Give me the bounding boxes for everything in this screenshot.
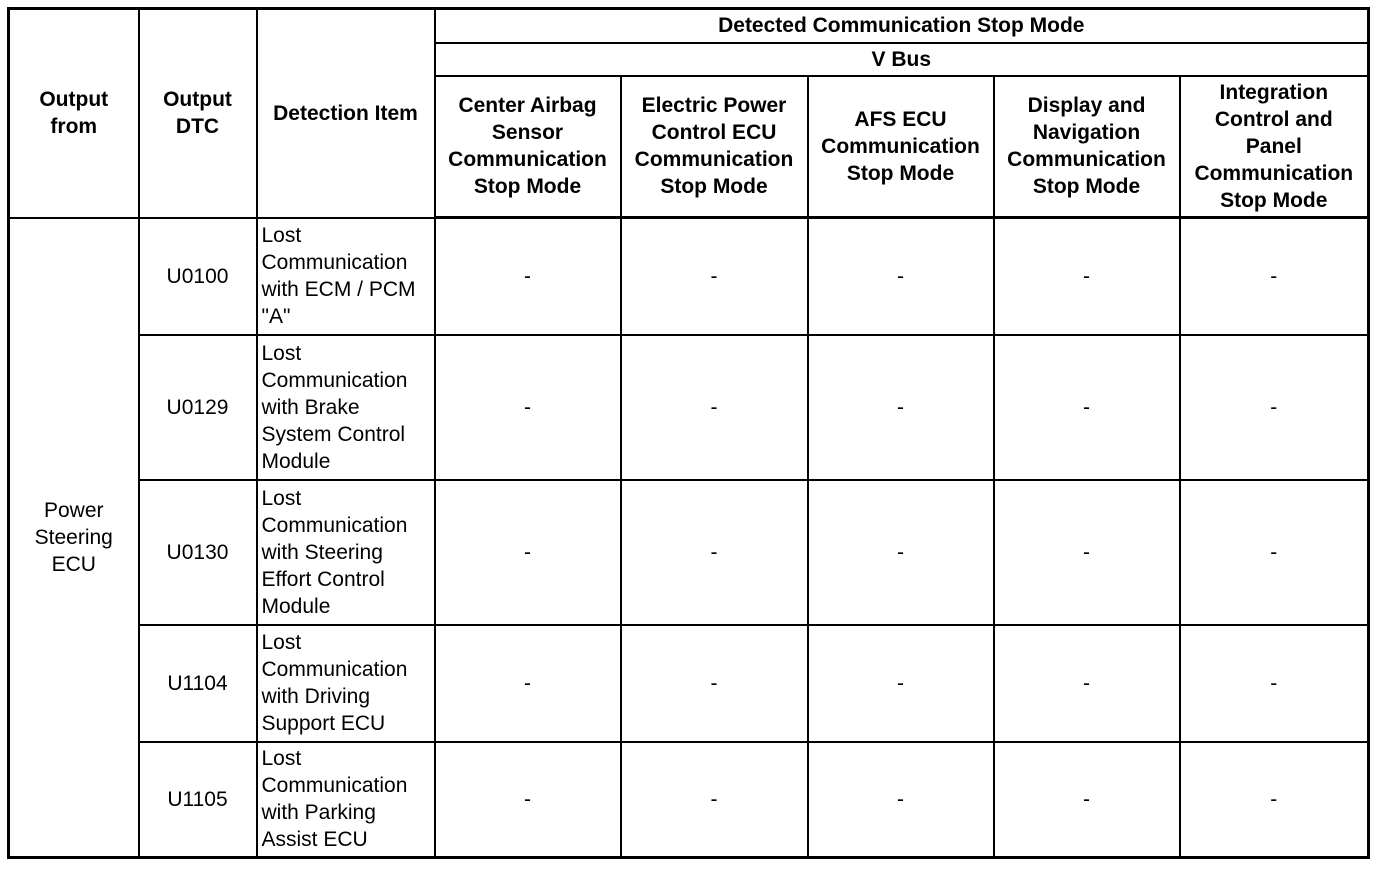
mode-value-cell: - [435, 335, 621, 480]
detection-item-cell: Lost Communication with Brake System Control Module [257, 335, 435, 480]
detection-item-cell: Lost Communication with Steering Effort Control Module [257, 480, 435, 625]
mode-value-cell: - [994, 742, 1180, 858]
detection-item-cell: Lost Communication with ECM / PCM "A" [257, 218, 435, 335]
mode-value-cell: - [808, 335, 994, 480]
table-row [9, 218, 1369, 335]
header-detected-mode: Detected Communication Stop Mode [435, 9, 1369, 43]
mode-value-cell: - [621, 218, 808, 335]
table-row [9, 742, 1369, 858]
mode-value-cell: - [621, 480, 808, 625]
mode-value-cell: - [994, 625, 1180, 742]
header-row [9, 9, 1369, 43]
mode-value-cell: - [1180, 625, 1369, 742]
mode-value-cell: - [435, 480, 621, 625]
mode-value-cell: - [994, 335, 1180, 480]
mode-value-cell: - [808, 218, 994, 335]
table-row [9, 480, 1369, 625]
dtc-cell: U0129 [139, 335, 257, 480]
mode-value-cell: - [621, 625, 808, 742]
header-mode-afs: AFS ECU Communication Stop Mode [808, 76, 994, 218]
header-bus: V Bus [435, 43, 1369, 76]
output-from-cell: Power Steering ECU [9, 218, 139, 858]
header-mode-power-control: Electric Power Control ECU Communication Stop Mode [621, 76, 808, 218]
mode-value-cell: - [994, 480, 1180, 625]
dtc-cell: U0130 [139, 480, 257, 625]
detection-item-cell: Lost Communication with Parking Assist ECU [257, 742, 435, 858]
mode-value-cell: - [621, 742, 808, 858]
mode-value-cell: - [435, 625, 621, 742]
mode-value-cell: - [435, 742, 621, 858]
dtc-cell: U1104 [139, 625, 257, 742]
dtc-cell: U1105 [139, 742, 257, 858]
mode-value-cell: - [808, 480, 994, 625]
mode-value-cell: - [1180, 335, 1369, 480]
table-row [9, 335, 1369, 480]
mode-value-cell: - [1180, 480, 1369, 625]
header-mode-display-navigation: Display and Navigation Communication Stop Mode [994, 76, 1180, 218]
mode-value-cell: - [808, 625, 994, 742]
mode-value-cell: - [1180, 742, 1369, 858]
communication-stop-mode-table [7, 7, 1370, 859]
mode-value-cell: - [1180, 218, 1369, 335]
table-row [9, 625, 1369, 742]
detection-item-cell: Lost Communication with Driving Support ECU [257, 625, 435, 742]
header-mode-airbag: Center Airbag Sensor Communication Stop Mode [435, 76, 621, 218]
header-detection-item: Detection Item [257, 9, 435, 218]
header-output-dtc: Output DTC [139, 9, 257, 218]
mode-value-cell: - [808, 742, 994, 858]
header-mode-integration-panel: Integration Control and Panel Communication Stop Mode [1180, 76, 1369, 218]
mode-value-cell: - [435, 218, 621, 335]
mode-value-cell: - [994, 218, 1180, 335]
dtc-cell: U0100 [139, 218, 257, 335]
mode-value-cell: - [621, 335, 808, 480]
header-output-from: Output from [9, 9, 139, 218]
